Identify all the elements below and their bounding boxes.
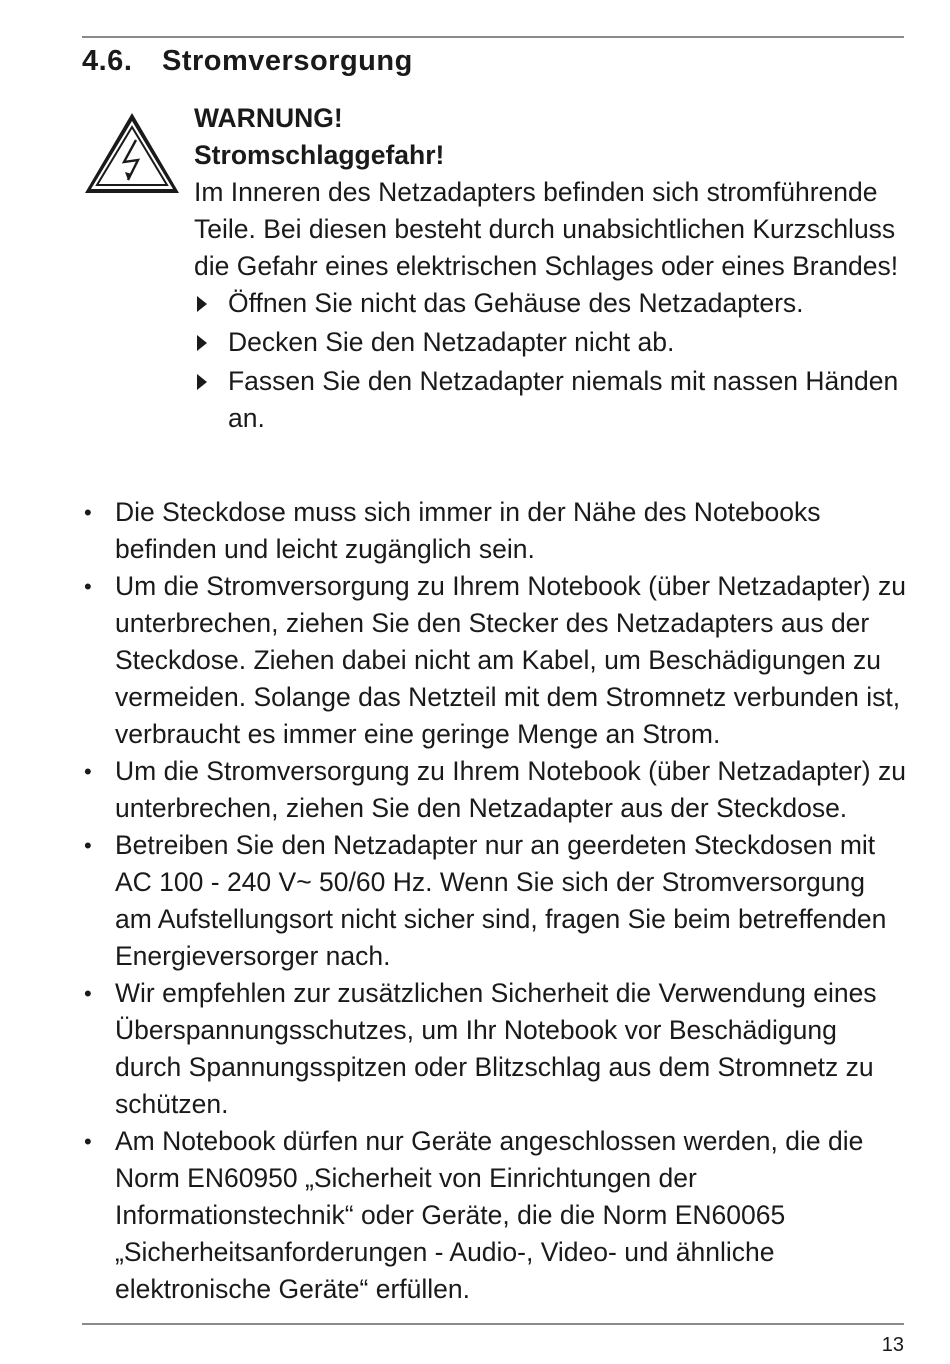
page-number: 13 <box>881 1334 904 1356</box>
list-item-text: Die Steckdose muss sich immer in der Nähe des Notebooks befinden und leicht zugänglich sein. <box>115 497 821 564</box>
section-heading <box>82 42 904 80</box>
list-item-text: Am Notebook dürfen nur Geräte angeschlossen werden, die die Norm EN60950 „Sicherheit von Einrichtungen der Informationstechnik“ oder Geräte, die die Norm EN60065 „Sicherheitsanforderungen - Audio-, Video- und ähnliche elektronische Geräte“ erfüllen. <box>115 1126 864 1304</box>
list-item <box>82 1123 906 1308</box>
list-item-text: Um die Stromversorgung zu Ihrem Notebook (über Netzadapter) zu unterbrechen, ziehen Sie den Stecker des Netzadapters aus der Steckdose. Ziehen dabei nicht am Kabel, um Beschädigungen zu vermeiden. Solange das Netzteil mit dem Stromnetz verbunden ist, verbraucht es immer eine geringe Menge an Strom. <box>115 571 906 749</box>
warning-instruction-text: Öffnen Sie nicht das Gehäuse des Netzadapters. <box>228 288 804 318</box>
list-item <box>82 494 906 568</box>
warning-instruction <box>194 285 906 322</box>
electric-shock-warning-icon <box>82 110 182 196</box>
warning-instruction <box>194 324 906 361</box>
list-item <box>82 827 906 975</box>
warning-instruction <box>194 363 906 437</box>
section-number: 4.6. <box>82 45 133 77</box>
bullet-dot-icon: • <box>84 833 92 858</box>
bullet-dot-icon: • <box>84 1129 92 1154</box>
bottom-rule <box>82 1323 904 1325</box>
warning-instruction-text: Fassen Sie den Netzadapter niemals mit nassen Händen an. <box>228 366 899 433</box>
list-item <box>82 753 906 827</box>
bullet-dot-icon: • <box>84 759 92 784</box>
warning-block <box>194 100 906 439</box>
warning-subheading: Stromschlaggefahr! <box>194 140 445 170</box>
bullet-dot-icon: • <box>84 574 92 599</box>
list-item-text: Wir empfehlen zur zusätzlichen Sicherheit die Verwendung eines Überspannungsschutzes, um Ihr Notebook vor Beschädigung durch Spannungsspitzen oder Blitzschlag aus dem Stromnetz zu schützen. <box>115 978 877 1119</box>
list-item-text: Um die Stromversorgung zu Ihrem Notebook (über Netzadapter) zu unterbrechen, ziehen Sie den Netzadapter aus der Steckdose. <box>115 756 906 823</box>
warning-heading: WARNUNG! <box>194 103 343 133</box>
arrow-bullet-icon <box>197 374 207 390</box>
safety-bullet-list <box>82 494 906 1308</box>
list-item-text: Betreiben Sie den Netzadapter nur an geerdeten Steckdosen mit AC 100 - 240 V~ 50/60 Hz. Wenn Sie sich der Stromversorgung am Aufstellungsort nicht sicher sind, fragen Sie beim betreffenden Energieversorger nach. <box>115 830 887 971</box>
list-item <box>82 975 906 1123</box>
top-rule <box>82 36 904 38</box>
arrow-bullet-icon <box>197 335 207 351</box>
list-item <box>82 568 906 753</box>
warning-instructions <box>194 285 906 437</box>
bullet-dot-icon: • <box>84 981 92 1006</box>
bullet-dot-icon: • <box>84 500 92 525</box>
section-title: Stromversorgung <box>162 45 413 77</box>
arrow-bullet-icon <box>197 296 207 312</box>
warning-text: Im Inneren des Netzadapters befinden sich stromführende Teile. Bei diesen besteht durch unabsichtlichen Kurzschluss die Gefahr eines elektrischen Schlages oder eines Brandes! <box>194 177 899 281</box>
warning-instruction-text: Decken Sie den Netzadapter nicht ab. <box>228 327 675 357</box>
